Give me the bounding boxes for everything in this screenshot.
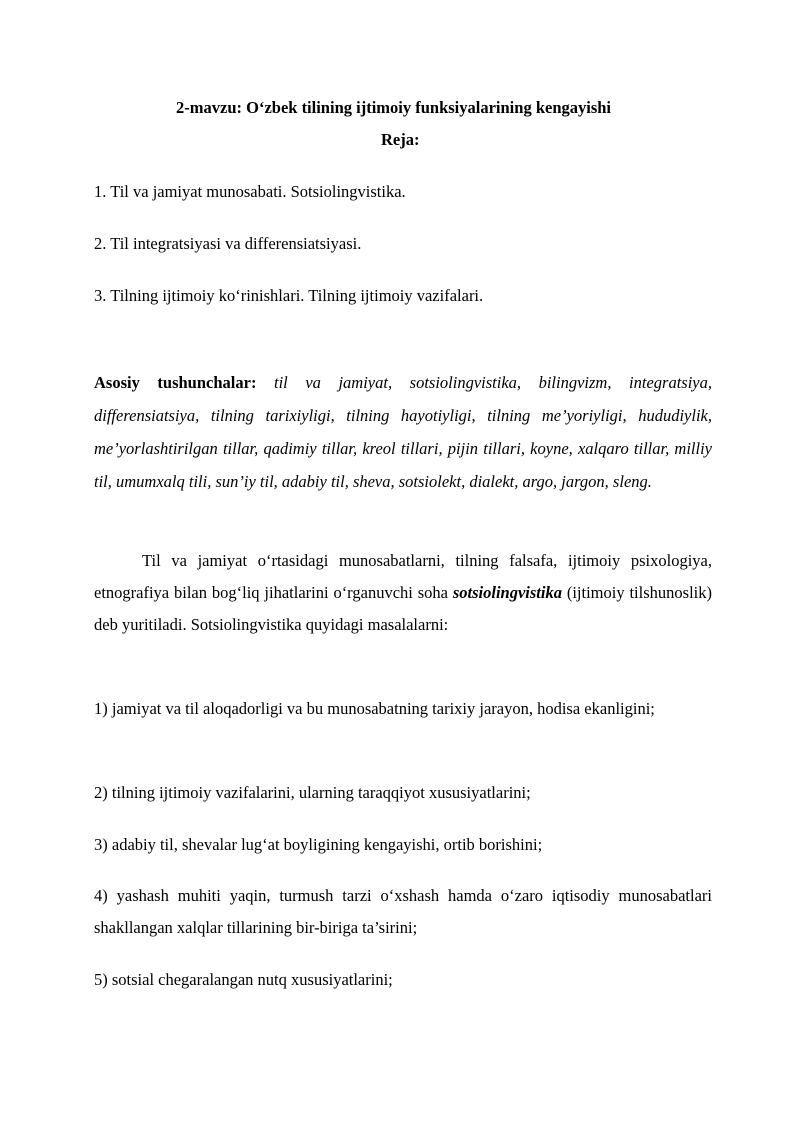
task-item-5: 5) sotsial chegaralangan nutq xususiyatlarini; [94,970,393,989]
document-title: 2-mavzu: O‘zbek tilining ijtimoiy funksiyalarining kengayishi [176,98,612,117]
intro-text-before: Til va jamiyat o‘rtasidagi munosabatlarni, tilning falsafa, ijtimoiy psixologiya, etnografiya bilan bog‘liq jihatlarini o‘rganuvchi soha [94,551,712,602]
key-concepts-paragraph [94,366,712,498]
plan-item-3: 3. Tilning ijtimoiy ko‘rinishlari. Tilning ijtimoiy vazifalari. [94,286,484,305]
plan-heading: Reja: [381,130,420,149]
intro-term: sotsiolingvistika [452,583,562,602]
plan-item-1: 1. Til va jamiyat munosabati. Sotsiolingvistika. [94,182,406,201]
intro-paragraph [94,545,712,641]
key-concepts-terms: til va jamiyat, sotsiolingvistika, bilingvizm, integratsiya, differensiatsiya, tilning tarixiyligi, tilning hayotiyligi, tilning me’yoriyligi, hududiylik, me’yorlashtirilgan tillar, qadimiy tillar, kreol tillari, pijin tillari, koyne, xalqaro tillar, milliy til, umumxalq tili, sun’iy til, adabiy til, sheva, sotsiolekt, dialekt, argo, jargon, sleng. [94,373,712,491]
task-item-4: 4) yashash muhiti yaqin, turmush tarzi o‘xshash hamda o‘zaro iqtisodiy munosabatlari shakllangan xalqlar tillarining bir-biriga ta’sirini; [94,886,712,937]
task-item-2: 2) tilning ijtimoiy vazifalarini, ularning taraqqiyot xususiyatlarini; [94,783,531,802]
intro-text-after: (ijtimoiy tilshunoslik) deb yuritiladi. Sotsiolingvistika quyidagi masalalarni: [94,583,712,634]
task-item-3: 3) adabiy til, shevalar lug‘at boyligining kengayishi, ortib borishini; [94,835,543,854]
task-item-1: 1) jamiyat va til aloqadorligi va bu munosabatning tarixiy jarayon, hodisa ekanligini; [94,699,655,718]
key-concepts-label: Asosiy tushunchalar: [94,373,257,392]
plan-item-2: 2. Til integratsiyasi va differensiatsiyasi. [94,234,362,253]
